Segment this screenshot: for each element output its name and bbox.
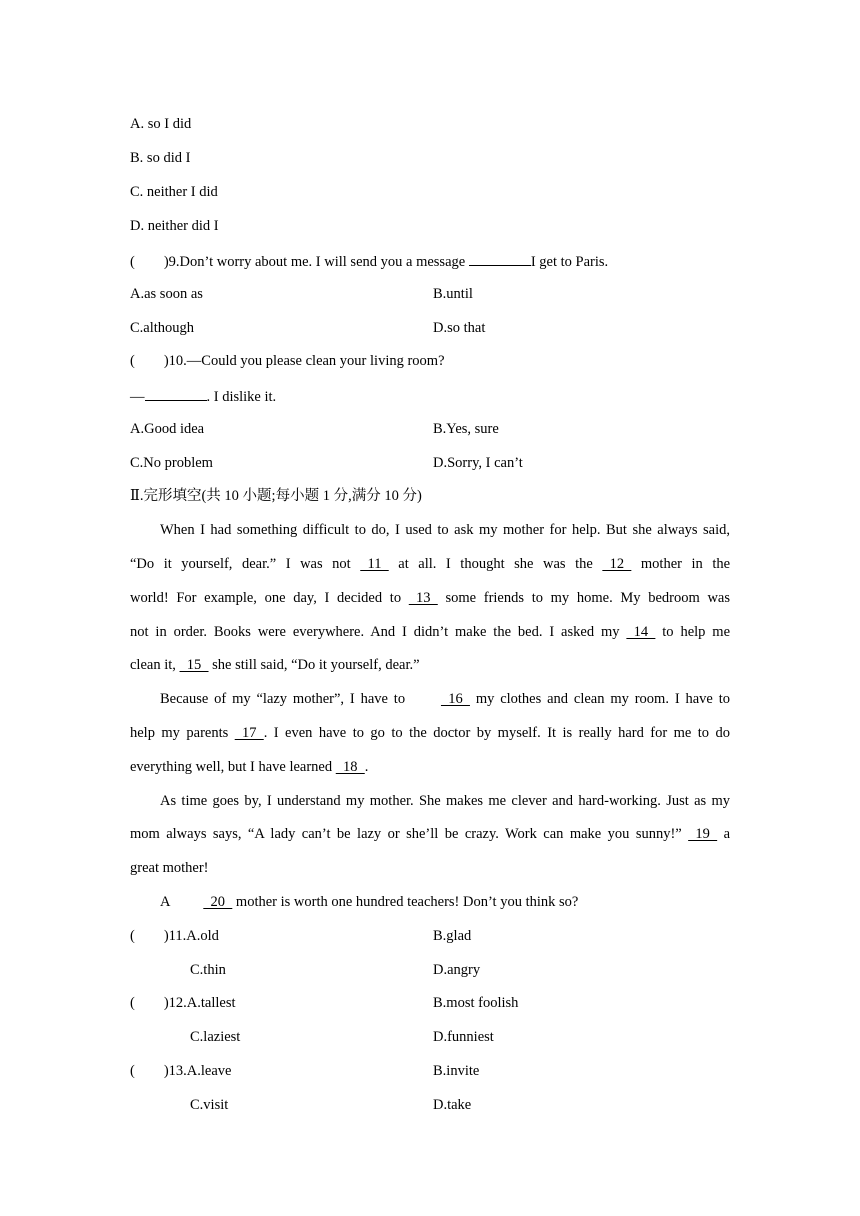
passage-line xyxy=(130,554,730,588)
passage-text: to help me xyxy=(662,624,731,640)
q9-option-b: B.until xyxy=(433,286,473,302)
q10-stem-text: 10.—Could you please clean your living room? xyxy=(168,353,445,369)
q8-option-c: C. neither I did xyxy=(130,184,218,200)
passage-line xyxy=(130,622,730,656)
q8-option-a: A. so I did xyxy=(130,116,192,132)
q9-option-d: D.so that xyxy=(433,320,486,336)
passage-text: at all. I thought she was the xyxy=(398,556,593,572)
passage-text: . xyxy=(364,759,369,775)
blank-14: 14 xyxy=(626,624,656,640)
passage-line xyxy=(130,588,730,622)
q10-options-row1 xyxy=(130,419,730,453)
q9-options-row1 xyxy=(130,284,730,318)
q10-option-c: C.No problem xyxy=(130,455,213,471)
q12-row2 xyxy=(130,1027,730,1061)
blank-15: 15 xyxy=(179,657,209,673)
passage-text: not in order. Books were everywhere. And I didn’t make the bed. I asked my xyxy=(130,624,620,640)
blank-18: 18 xyxy=(335,759,365,775)
answer-paren: ( ) xyxy=(130,353,169,369)
passage-line xyxy=(130,892,730,926)
q10-reply-text: . I dislike it. xyxy=(206,389,277,405)
q13-option-c: C.visit xyxy=(190,1097,229,1113)
passage-text: help my parents xyxy=(130,725,229,741)
passage-line: When I had something difficult to do, I used to ask my mother for help. But she always said, xyxy=(160,522,730,538)
answer-paren: ( ) xyxy=(130,254,169,270)
q10-option-a: A.Good idea xyxy=(130,421,205,437)
q13-option-d: D.take xyxy=(433,1097,472,1113)
passage-text: mother is worth one hundred teachers! Don’t you think so? xyxy=(235,894,579,910)
q9-option-c: C.although xyxy=(130,320,195,336)
q12-option-d: D.funniest xyxy=(433,1029,494,1045)
q8-option-b: B. so did I xyxy=(130,150,191,166)
q12-row1 xyxy=(130,993,730,1027)
q9-stem xyxy=(130,250,730,284)
q13-option-a: 13.A.leave xyxy=(168,1063,232,1079)
passage-line: great mother! xyxy=(130,860,209,876)
q11-row2 xyxy=(130,960,730,994)
passage-line: As time goes by, I understand my mother. She makes me clever and hard-working. Just as my xyxy=(160,793,730,809)
q12-option-b: B.most foolish xyxy=(433,995,519,1011)
q13-row1 xyxy=(130,1061,730,1095)
blank-11: 11 xyxy=(360,556,389,572)
q11-option-a: 11.A.old xyxy=(168,928,219,944)
blank-16: 16 xyxy=(440,691,470,707)
passage-text: . I even have to go to the doctor by myself. It is really hard for me to do xyxy=(263,725,731,741)
blank-13: 13 xyxy=(408,590,438,606)
answer-paren: ( ) xyxy=(130,1063,169,1079)
q9-option-a: A.as soon as xyxy=(130,286,203,302)
section-heading: Ⅱ.完形填空(共 10 小题;每小题 1 分,满分 10 分) xyxy=(130,488,422,504)
q9-options-row2 xyxy=(130,318,730,352)
blank-20: 20 xyxy=(203,894,233,910)
q10-reply-dash: — xyxy=(130,389,145,405)
q10-option-d: D.Sorry, I can’t xyxy=(433,455,523,471)
blank-17: 17 xyxy=(234,725,264,741)
passage-text: Because of my “lazy mother”, I have to xyxy=(160,691,406,707)
passage-text: mom always says, “A lady can’t be lazy or she’ll be crazy. Work can make you sunny!” xyxy=(130,826,682,842)
q11-option-c: C.thin xyxy=(190,962,226,978)
passage-text: everything well, but I have learned xyxy=(130,759,333,775)
passage-line xyxy=(130,689,730,723)
q10-option-b: B.Yes, sure xyxy=(433,421,499,437)
blank-19: 19 xyxy=(688,826,718,842)
blank-12: 12 xyxy=(602,556,632,572)
q8-option-d: D. neither did I xyxy=(130,218,219,234)
q12-option-a: 12.A.tallest xyxy=(168,995,236,1011)
q9-stem-tail: I get to Paris. xyxy=(530,254,609,270)
q10-reply xyxy=(130,385,730,419)
passage-line xyxy=(130,824,730,858)
passage-text: a xyxy=(723,826,731,842)
q10-answer-blank xyxy=(145,385,207,401)
q9-stem-text: 9.Don’t worry about me. I will send you a message xyxy=(168,254,466,270)
q11-option-d: D.angry xyxy=(433,962,481,978)
passage-line xyxy=(130,757,730,791)
passage-text: world! For example, one day, I decided to xyxy=(130,590,402,606)
passage-text: some friends to my home. My bedroom was xyxy=(445,590,730,606)
passage-text: mother in the xyxy=(640,556,731,572)
passage-line xyxy=(130,723,730,757)
q10-stem xyxy=(130,351,730,385)
q9-answer-blank xyxy=(469,250,531,266)
passage-text: clean it, xyxy=(130,657,176,673)
q13-option-b: B.invite xyxy=(433,1063,480,1079)
answer-paren: ( ) xyxy=(130,928,169,944)
passage-text: my clothes and clean my room. I have to xyxy=(475,691,730,707)
passage-line xyxy=(130,655,730,689)
q13-row2 xyxy=(130,1095,730,1129)
answer-paren: ( ) xyxy=(130,995,169,1011)
q12-option-c: C.laziest xyxy=(190,1029,241,1045)
q11-row1 xyxy=(130,926,730,960)
passage-text: A xyxy=(160,894,170,910)
q11-option-b: B.glad xyxy=(433,928,472,944)
passage-text: “Do it yourself, dear.” I was not xyxy=(130,556,351,572)
q10-options-row2 xyxy=(130,453,730,487)
passage-text: she still said, “Do it yourself, dear.” xyxy=(212,657,420,673)
